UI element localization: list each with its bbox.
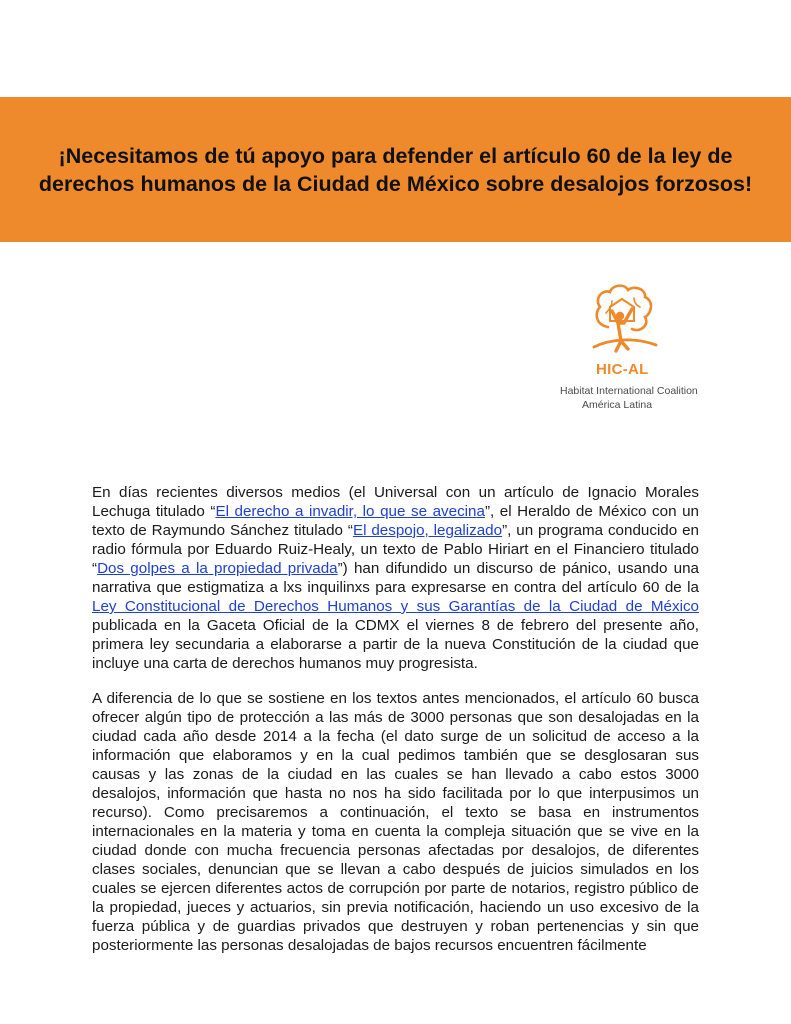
- paragraph-1-text-1: En días recientes diversos medios (el Universal con un artículo de Ignacio Morales Lechuga titulado “: [92, 484, 699, 520]
- page-title: ¡Necesitamos de tú apoyo para defender el artículo 60 de la ley de derechos humanos de la Ciudad de México sobre desalojos forzosos!: [38, 143, 753, 196]
- paragraph-1-text-5: publicada en la Gaceta Oficial de la CDMX el viernes 8 de febrero del presente año, primera ley secundaria a elaborarse a partir de la nueva Constitución de la ciudad que incluye una carta de derechos humanos muy progresista.: [92, 617, 699, 672]
- link-dos-golpes[interactable]: Dos golpes a la propiedad privada: [97, 560, 338, 577]
- link-el-despojo-legalizado[interactable]: El despojo, legalizado: [352, 522, 503, 539]
- hic-al-logo: [552, 283, 722, 418]
- paragraph-1-text-3: ”, un programa conducido en radio fórmula por Eduardo Ruiz-Healy, un texto de Pablo Hiriart en el Financiero titulado “: [92, 522, 700, 577]
- title-banner: [0, 97, 791, 242]
- paragraph-2: A diferencia de lo que se sostiene en los textos antes mencionados, el artículo 60 busca ofrecer algún tipo de protección a las más de 3000 personas que son desalojadas en la ciudad cada año desde 2014 a la fecha (el dato surge de un solicitud de acceso a la información que elaboramos y en la cual pedimos también que se desglosaran sus causas y las zonas de la ciudad en las cuales se han llevado a cabo estos 3000 desalojos, información que hasta no nos ha sido facilitada por lo que interpusimos un recurso). Como precisaremos a continuación, el texto se basa en instrumentos internacionales en la materia y toma en cuenta la compleja situación que se vive en la ciudad donde con mucha frecuencia personas afectadas por desalojos, de diferentes clases sociales, denuncian que se llevan a cabo después de juicios simulados en los cuales se ejercen diferentes actos de corrupción por parte de notarios, registro público de la propiedad, jueces y actuarios, sin previa notificación, haciendo un uso excesivo de la fuerza pública y de guardias privados que destruyen y roban pertenencias y sin que posteriormente las personas desalojadas de bajos recursos encuentren fácilmente: [92, 690, 699, 954]
- link-ley-constitucional[interactable]: Ley Constitucional de Derechos Humanos y sus Garantías de la Ciudad de México: [92, 598, 699, 615]
- article-body: [92, 483, 699, 971]
- paragraph-1: [92, 483, 699, 673]
- logo-acronym: HIC-AL: [596, 361, 649, 378]
- link-el-derecho-a-invadir[interactable]: El derecho a invadir, lo que se avecina: [215, 503, 485, 520]
- logo-tagline-line1: Habitat International Coalition: [560, 385, 698, 397]
- paragraph-1-text-2: ”, el Heraldo de México con un texto de Raymundo Sánchez titulado “: [92, 503, 700, 539]
- logo-figure-icon: [590, 283, 660, 363]
- logo-tagline-line2: América Latina: [582, 399, 653, 411]
- paragraph-1-text-4: ”) han difundido un discurso de pánico, usando una narrativa que estigmatiza a lxs inquilinxs para expresarse en contra del artículo 60 de la: [92, 560, 700, 596]
